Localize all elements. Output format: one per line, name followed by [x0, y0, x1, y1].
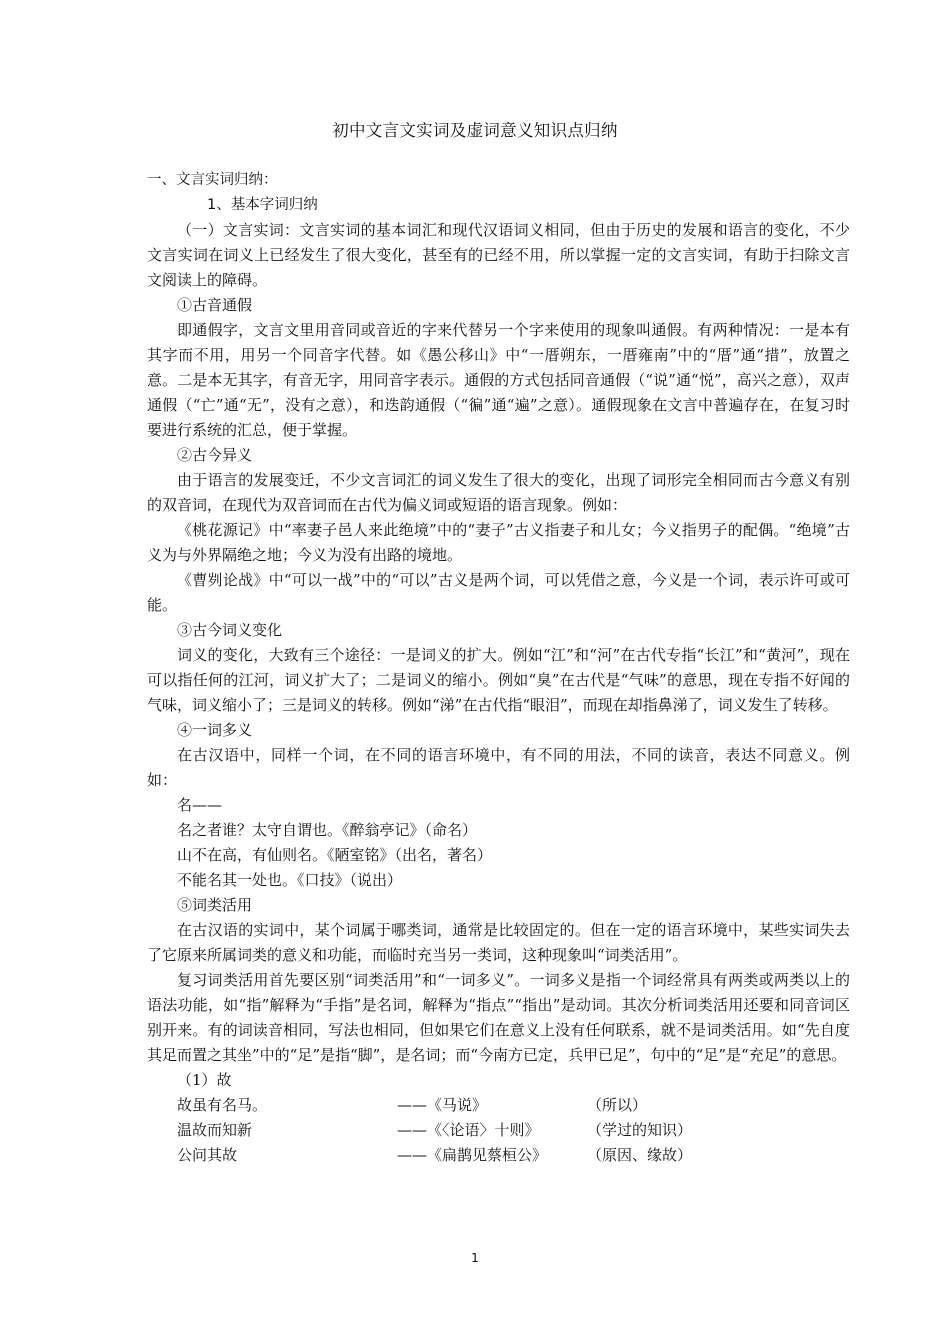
example-line: 山不在高，有仙则名。《陋室铭》（出名，著名） — [177, 846, 493, 864]
section-heading-1: 一、文言实词归纳： — [147, 172, 278, 188]
document-title: 初中文言文实词及虚词意义知识点归纳 — [332, 121, 618, 140]
example-meaning: （原因、缘故） — [587, 1146, 693, 1164]
example-sentence: 温故而知新 — [177, 1121, 253, 1139]
example-source: ——《〈论语〉十则》 — [397, 1121, 540, 1139]
paragraph-gujin-2: 《桃花源记》中“率妻子邑人来此绝境”中的“妻子”古义指妻子和儿女；今义指男子的配偶。“绝境”古义为与外界隔绝之地；今义为没有出路的境地。 — [147, 521, 850, 564]
subsection-heading-tongjia: ①古音通假 — [177, 296, 253, 314]
example-row — [147, 1143, 850, 1168]
paragraph-gujin-3: 《曹刿论战》中“可以一战”中的“可以”古义是两个词，可以凭借之意，今义是一个词，表示许可或可能。 — [147, 571, 850, 614]
subsection-heading-duoyi: ④一词多义 — [177, 721, 253, 739]
subsection-heading-huoyong: ⑤词类活用 — [177, 896, 253, 914]
paragraph-huoyong-2: 复习词类活用首先要区别“词类活用”和“一词多义”。一词多义是指一个词经常具有两类或两类以上的语法功能，如“指”解释为“手指”是名词，解释为“指点”“指出”是动词。其次分析词类活用还要和同音词区别开来。有的词读音相同，写法也相同，但如果它们在意义上没有任何联系，就不是词类活用。如“先自度其足而置之其坐”中的“足”是指“脚”，是名词；而“今南方已定，兵甲已足”，句中的“足”是“充足”的意思。 — [147, 971, 850, 1064]
paragraph-duoyi: 在古汉语中，同样一个词，在不同的语言环境中，有不同的用法，不同的读音，表达不同意义。例如： — [147, 746, 850, 789]
intro-paragraph: （一）文言实词：文言实词的基本词汇和现代汉语词义相同，但由于历史的发展和语言的变化，不少文言实词在词义上已经发生了很大变化，甚至有的已经不用，所以掌握一定的文言实词，有助于扫除文言文阅读上的障碍。 — [147, 221, 850, 289]
example-word: 名—— — [177, 796, 223, 814]
document-body — [147, 168, 850, 1168]
paragraph-huoyong-1: 在古汉语的实词中，某个词属于哪类词，通常是比较固定的。但在一定的语言环境中，某些实词失去了它原来所属词类的意义和功能，而临时充当另一类词，这种现象叫“词类活用”。 — [147, 921, 850, 964]
example-meaning: （所以） — [587, 1096, 648, 1114]
page-number: 1 — [471, 1251, 479, 1265]
example-sentence: 故虽有名马。 — [177, 1096, 268, 1114]
example-row — [147, 1118, 850, 1143]
example-source: ——《马说》 — [397, 1096, 488, 1114]
example-line: 名之者谁？太守自谓也。《醉翁亭记》（命名） — [177, 821, 478, 839]
example-source: ——《扁鹊见蔡桓公》 — [397, 1146, 548, 1164]
subsection-heading-bianhua: ③古今词义变化 — [177, 621, 283, 639]
subsection-heading-gujin: ②古今异义 — [177, 446, 253, 464]
example-meaning: （学过的知识） — [587, 1121, 693, 1139]
word-heading-gu: （1）故 — [177, 1071, 232, 1089]
example-line: 不能名其一处也。《口技》（说出） — [177, 871, 403, 889]
paragraph-bianhua: 词义的变化，大致有三个途径：一是词义的扩大。例如“江”和“河”在古代专指“长江”和“黄河”，现在可以指任何的江河，词义扩大了；二是词义的缩小。例如“臭”在古代是“气味”的意思，现在专指不好闻的气味，词义缩小了；三是词义的转移。例如“涕”在古代指“眼泪”，而现在却指鼻涕了，词义发生了转移。 — [147, 646, 850, 714]
paragraph-gujin-1: 由于语言的发展变迁，不少文言词汇的词义发生了很大的变化，出现了词形完全相同而古今意义有别的双音词，在现代为双音词而在古代为偏义词或短语的语言现象。例如： — [147, 471, 850, 514]
paragraph-tongjia: 即通假字，文言文里用音同或音近的字来代替另一个字来使用的现象叫通假。有两种情况：一是本有其字而不用，用另一个同音字代替。如《愚公移山》中“一厝朔东，一厝雍南”中的“厝”通“措”，放置之意。二是本无其字，有音无字，用同音字表示。通假的方式包括同音通假（“说”通“悦”，高兴之意），双声通假（“亡”通“无”，没有之意），和迭韵通假（“徧”通“遍”之意）。通假现象在文言中普遍存在，在复习时要进行系统的汇总，便于掌握。 — [147, 321, 850, 439]
section-heading-2: 1、基本字词归纳 — [207, 197, 318, 213]
example-sentence: 公问其故 — [177, 1146, 238, 1164]
example-row — [147, 1093, 850, 1118]
